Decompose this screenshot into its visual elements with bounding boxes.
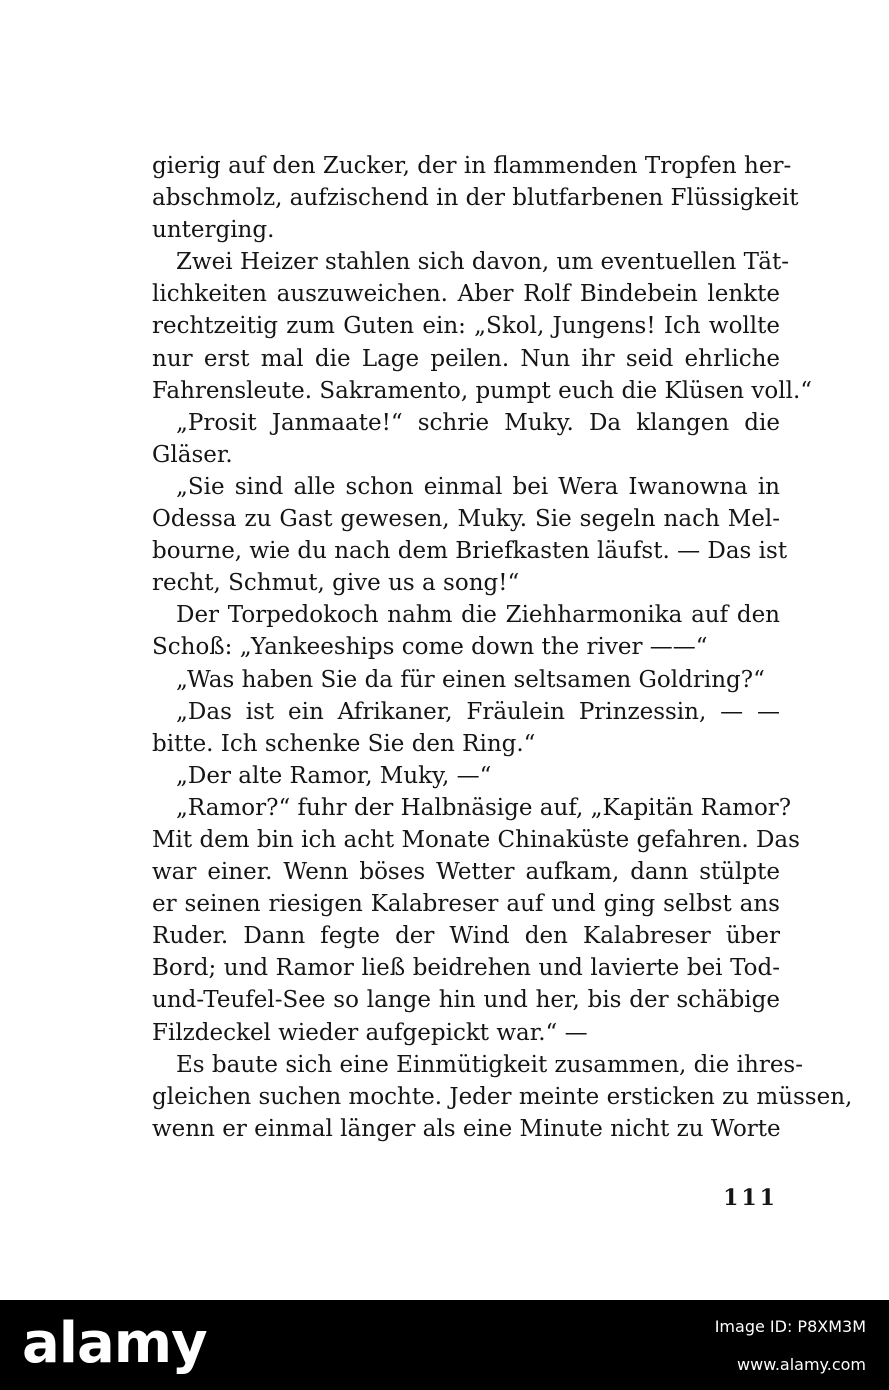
page-body-text	[152, 150, 853, 1145]
text-line: gierig auf den Zucker, der in flammenden Tropfen her-	[152, 153, 792, 179]
text-line: und-Teufel-See so lange hin und her, bis der schäbige	[152, 987, 780, 1014]
text-line: Mit dem bin ich acht Monate Chinaküste gefahren. Das	[152, 826, 800, 853]
text-line: unterging.	[152, 217, 275, 244]
text-line: Ruder. Dann fegte der Wind den Kalabreser über	[152, 923, 780, 950]
text-line: „Der alte Ramor, Muky, —“	[176, 762, 492, 789]
text-line: Odessa zu Gast gewesen, Muky. Sie segeln nach Mel-	[152, 506, 780, 533]
text-line: rechtzeitig zum Guten ein: „Skol, Jungens! Ich wollte	[152, 313, 780, 340]
alamy-logo: alamy	[22, 1311, 207, 1376]
image-id-label: Image ID: P8XM3M	[714, 1317, 866, 1336]
text-line: Filzdeckel wieder aufgepickt war.“ —	[152, 1019, 588, 1046]
text-line: er seinen riesigen Kalabreser auf und ging selbst ans	[152, 891, 780, 918]
text-line: Es baute sich eine Einmütigkeit zusammen, die ihres-	[176, 1051, 804, 1078]
text-line: bitte. Ich schenke Sie den Ring.“	[152, 730, 536, 757]
text-line: „Was haben Sie da für einen seltsamen Goldring?“	[176, 666, 765, 693]
text-line: „Prosit Janmaate!“ schrie Muky. Da klangen die	[176, 409, 780, 436]
text-line: Bord; und Ramor ließ beidrehen und lavierte bei Tod-	[152, 955, 780, 982]
text-line: „Ramor?“ fuhr der Halbnäsige auf, „Kapitän Ramor?	[176, 794, 792, 821]
text-line: war einer. Wenn böses Wetter aufkam, dann stülpte	[152, 859, 780, 886]
text-line: wenn er einmal länger als eine Minute nicht zu Worte	[152, 1115, 781, 1142]
text-line: bourne, wie du nach dem Briefkasten läufst. — Das ist	[152, 538, 788, 565]
text-line: „Das ist ein Afrikaner, Fräulein Prinzessin, — —	[176, 698, 780, 725]
text-line: „Sie sind alle schon einmal bei Wera Iwanowna in	[176, 473, 780, 500]
text-line: Schoß: „Yankeeships come down the river ——“	[152, 634, 708, 661]
text-line: abschmolz, aufzischend in der blutfarbenen Flüssigkeit	[152, 185, 799, 212]
alamy-url: www.alamy.com	[737, 1355, 866, 1374]
text-line: recht, Schmut, give us a song!“	[152, 570, 520, 597]
text-line: Zwei Heizer stahlen sich davon, um eventuellen Tät-	[176, 249, 790, 276]
text-line: Fahrensleute. Sakramento, pumpt euch die Klüsen voll.“	[152, 377, 813, 404]
text-line: Der Torpedokoch nahm die Ziehharmonika auf den	[176, 602, 780, 629]
text-line: lichkeiten auszuweichen. Aber Rolf Bindebein lenkte	[152, 281, 780, 308]
text-line: Gläser.	[152, 441, 233, 468]
page-number: 111	[723, 1185, 778, 1211]
text-line: gleichen suchen mochte. Jeder meinte ersticken zu müssen,	[152, 1083, 853, 1110]
text-line: nur erst mal die Lage peilen. Nun ihr seid ehrliche	[152, 345, 780, 372]
